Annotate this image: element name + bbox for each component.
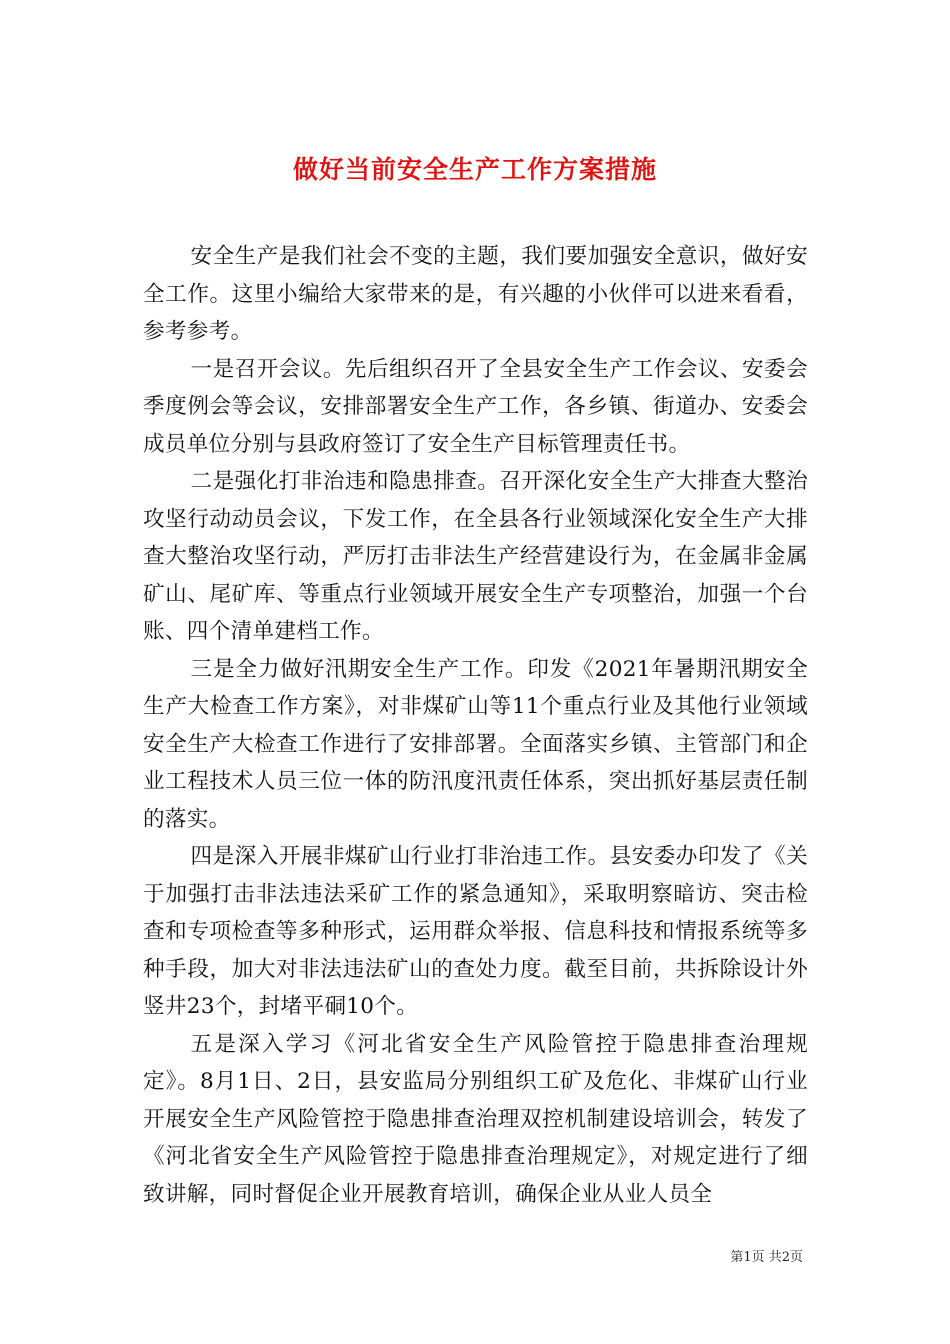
paragraph-3: 三是全力做好汛期安全生产工作。印发《2021年暑期汛期安全生产大检查工作方案》，对非煤矿山等11个重点行业及其他行业领域安全生产大检查工作进行了安排部署。全面落实乡镇、主管部门和企业工程技术人员三位一体的防汛度汛责任体系，突出抓好基层责任制的落实。 — [143, 656, 808, 832]
page-footer — [730, 1249, 803, 1267]
paragraph-4: 四是深入开展非煤矿山行业打非治违工作。县安委办印发了《关于加强打击非法违法采矿工作的紧急通知》，采取明察暗访、突击检查和专项检查等多种形式，运用群众举报、信息科技和情报系统等多种手段，加大对非法违法矿山的查处力度。截至目前，共拆除设计外竖井23个，封堵平硐10个。 — [143, 844, 808, 1019]
paragraph-5: 五是深入学习《河北省安全生产风险管控于隐患排查治理规定》。8月1日、2日，县安监局分别组织工矿及危化、非煤矿山行业开展安全生产风险管控于隐患排查治理双控机制建设培训会，转发了《河北省安全生产风险管控于隐患排查治理规定》，对规定进行了细致讲解，同时督促企业开展教育培训，确保企业从业人员全 — [143, 1031, 808, 1207]
paragraph-1: 一是召开会议。先后组织召开了全县安全生产工作会议、安委会季度例会等会议，安排部署安全生产工作，各乡镇、街道办、安委会成员单位分别与县政府签订了安全生产目标管理责任书。 — [143, 356, 808, 457]
page-title: 做好当前安全生产工作方案措施 — [292, 154, 657, 184]
document-body — [143, 238, 808, 1213]
paragraph-intro: 安全生产是我们社会不变的主题，我们要加强安全意识，做好安全工作。这里小编给大家带来的是，有兴趣的小伙伴可以进来看看，参考参考。 — [143, 244, 808, 344]
page-number-label: 第1页 共2页 — [730, 1250, 803, 1265]
paragraph-2: 二是强化打非治违和隐患排查。召开深化安全生产大排查大整治攻坚行动动员会议，下发工作，在全县各行业领域深化安全生产大排查大整治攻坚行动，严厉打击非法生产经营建设行为，在金属非金属矿山、尾矿库、等重点行业领域开展安全生产专项整治，加强一个台账、四个清单建档工作。 — [143, 469, 808, 644]
